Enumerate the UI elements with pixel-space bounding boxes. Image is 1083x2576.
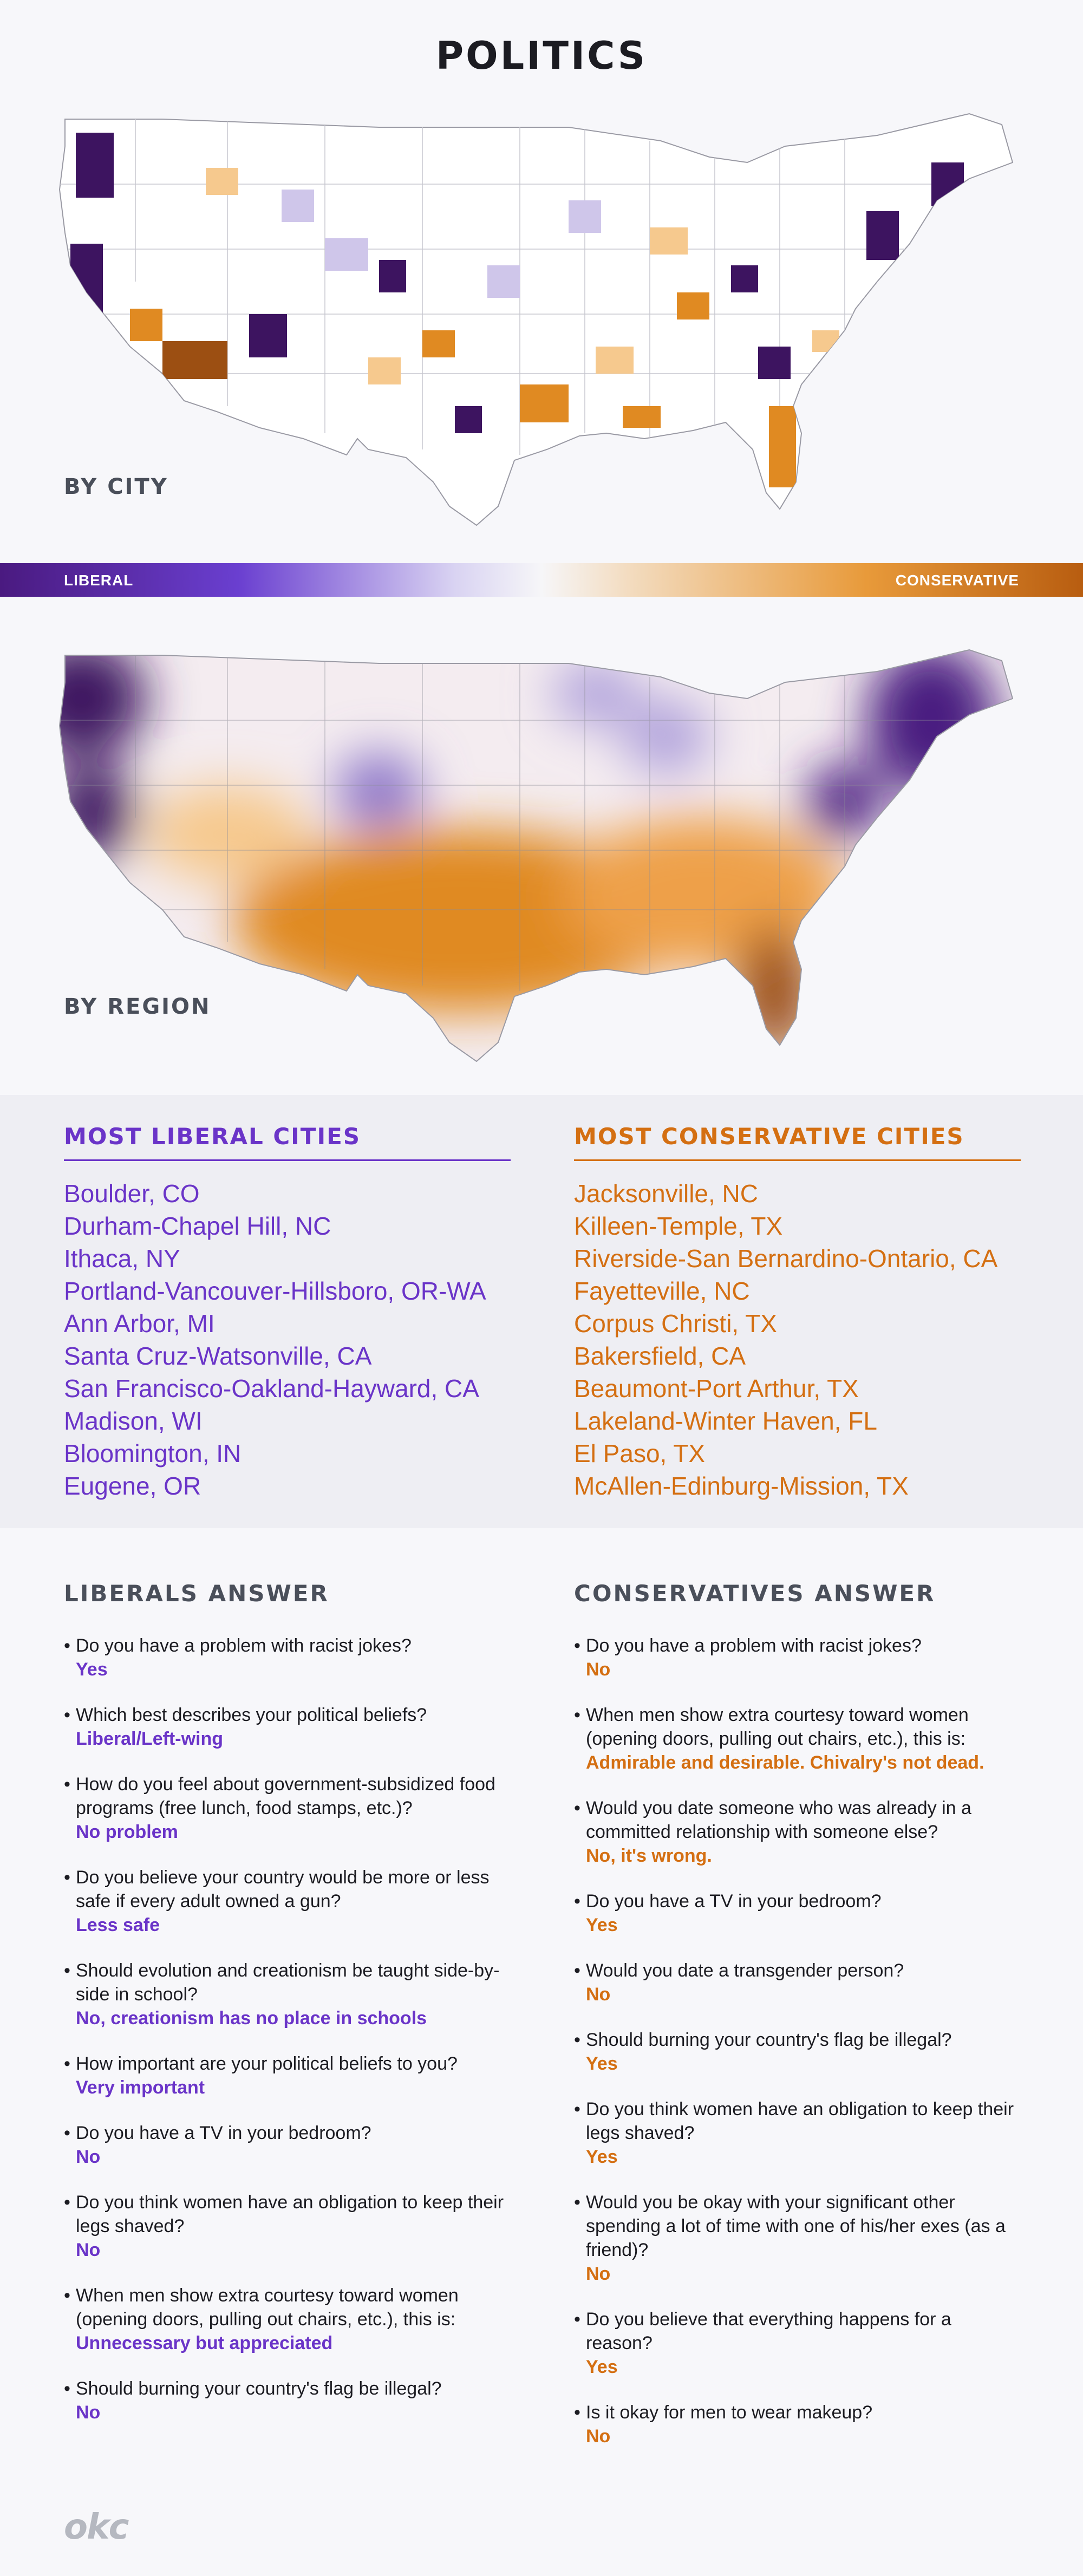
qa-item bbox=[64, 1866, 511, 1937]
county-shape bbox=[677, 292, 709, 319]
question: • Which best describes your political beliefs? bbox=[64, 1703, 511, 1727]
conservative-city: Riverside-San Bernardino-Ontario, CA bbox=[574, 1244, 998, 1273]
by-city-label: BY CITY bbox=[64, 474, 168, 499]
answer: Yes bbox=[586, 2357, 618, 2377]
question: • Should burning your country's flag be illegal? bbox=[64, 2377, 511, 2401]
answer: Less safe bbox=[76, 1915, 160, 1935]
county-shape bbox=[130, 309, 162, 341]
answer: No, creationism has no place in schools bbox=[76, 2008, 427, 2029]
legend-liberal-label: LIBERAL bbox=[64, 572, 134, 589]
answer: No problem bbox=[76, 1822, 178, 1842]
county-shape bbox=[731, 265, 758, 292]
county-shape bbox=[758, 347, 791, 379]
answer: No bbox=[586, 1984, 611, 2005]
qa-item bbox=[574, 1959, 1021, 2006]
heat-blob bbox=[16, 639, 146, 758]
answer: No bbox=[586, 1659, 611, 1680]
question: • Would you date a transgender person? bbox=[574, 1959, 1021, 1982]
question: • Is it okay for men to wear makeup? bbox=[574, 2401, 1021, 2424]
conservative-city: Killeen-Temple, TX bbox=[574, 1212, 783, 1240]
qa-item bbox=[574, 2190, 1021, 2286]
heat-blob bbox=[552, 661, 639, 726]
conservative-city: El Paso, TX bbox=[574, 1439, 706, 1468]
answer: Liberal/Left-wing bbox=[76, 1729, 223, 1749]
legend-conservative-label: CONSERVATIVE bbox=[895, 572, 1019, 589]
okc-logo: okc bbox=[64, 2507, 128, 2547]
answer: Yes bbox=[586, 2147, 618, 2167]
question: • Would you date someone who was already in a committed relationship with someone else? bbox=[574, 1796, 1021, 1844]
answer: No bbox=[76, 2240, 101, 2260]
qa-item bbox=[574, 1703, 1021, 1775]
county-shape bbox=[162, 341, 227, 379]
qa-item bbox=[64, 1634, 511, 1681]
qa-item bbox=[64, 2284, 511, 2355]
county-shape bbox=[325, 238, 368, 271]
question: • Do you think women have an obligation to keep their legs shaved? bbox=[574, 2097, 1021, 2145]
top-cities-section bbox=[0, 1095, 1083, 1528]
city-choropleth-map bbox=[0, 103, 1083, 536]
liberal-city: Bloomington, IN bbox=[64, 1439, 242, 1468]
conservative-city: Lakeland-Winter Haven, FL bbox=[574, 1407, 877, 1435]
county-shape bbox=[812, 330, 839, 352]
by-region-label: BY REGION bbox=[64, 994, 211, 1019]
county-shape bbox=[70, 244, 103, 314]
qa-item bbox=[574, 2028, 1021, 2076]
liberal-city: Ithaca, NY bbox=[64, 1244, 180, 1273]
heat-blob bbox=[563, 818, 845, 969]
answer: No bbox=[586, 2264, 611, 2284]
answer: Very important bbox=[76, 2077, 205, 2098]
conservative-city: Beaumont-Port Arthur, TX bbox=[574, 1374, 859, 1403]
question: • Do you have a problem with racist jokes? bbox=[64, 1634, 511, 1658]
question: • Would you be okay with your significant other spending a lot of time with one of his/her exes (as a friend)? bbox=[574, 2190, 1021, 2262]
county-shape bbox=[569, 200, 601, 233]
liberal-city: Eugene, OR bbox=[64, 1472, 201, 1500]
qa-item bbox=[574, 2307, 1021, 2379]
liberals-answer-heading: LIBERALS ANSWER bbox=[64, 1580, 329, 1607]
answer: No, it's wrong. bbox=[586, 1845, 712, 1866]
qa-item bbox=[64, 1959, 511, 2030]
county-shape bbox=[931, 162, 964, 206]
answer: Yes bbox=[586, 2053, 618, 2074]
answer: Yes bbox=[586, 1915, 618, 1935]
conservative-city: Corpus Christi, TX bbox=[574, 1309, 777, 1338]
liberal-city: Portland-Vancouver-Hillsboro, OR-WA bbox=[64, 1277, 486, 1305]
qa-item bbox=[64, 1703, 511, 1751]
qa-item bbox=[574, 1796, 1021, 1868]
liberal-city: Boulder, CO bbox=[64, 1179, 200, 1208]
question: • Do you think women have an obligation to keep their legs shaved? bbox=[64, 2190, 511, 2238]
most-conservative-cities bbox=[574, 1123, 1021, 1502]
question: • Do you have a TV in your bedroom? bbox=[64, 2121, 511, 2145]
heat-blob bbox=[736, 926, 812, 1056]
most-liberal-cities bbox=[64, 1123, 511, 1502]
question: • When men show extra courtesy toward women (opening doors, pulling out chairs, etc.), this is: bbox=[574, 1703, 1021, 1751]
county-shape bbox=[368, 357, 401, 384]
county-shape bbox=[76, 133, 114, 198]
heat-blob bbox=[49, 764, 135, 861]
heat-blob bbox=[623, 699, 709, 774]
conservative-city-list bbox=[574, 1177, 1021, 1502]
answer: No bbox=[76, 2402, 101, 2423]
qa-item bbox=[574, 2401, 1021, 2448]
question: • Do you have a problem with racist jokes? bbox=[574, 1634, 1021, 1658]
qa-item bbox=[64, 1772, 511, 1844]
county-shape bbox=[379, 260, 406, 292]
answer: No bbox=[76, 2147, 101, 2167]
question: • Do you believe your country would be more or less safe if every adult owned a gun? bbox=[64, 1866, 511, 1913]
conservatives-answer-heading: CONSERVATIVES ANSWER bbox=[574, 1580, 936, 1607]
most-liberal-heading: MOST LIBERAL CITIES bbox=[64, 1123, 511, 1161]
liberal-city: Madison, WI bbox=[64, 1407, 203, 1435]
qa-item bbox=[574, 1889, 1021, 1937]
liberal-city-list bbox=[64, 1177, 511, 1502]
county-shape bbox=[206, 168, 238, 195]
county-shape bbox=[596, 347, 634, 374]
heat-blob bbox=[336, 753, 422, 829]
county-shape bbox=[650, 227, 688, 255]
conservative-city: McAllen-Edinburg-Mission, TX bbox=[574, 1472, 909, 1500]
county-shape bbox=[455, 406, 482, 433]
question: • When men show extra courtesy toward women (opening doors, pulling out chairs, etc.), this is: bbox=[64, 2284, 511, 2331]
qa-item bbox=[64, 2190, 511, 2262]
page-title: POLITICS bbox=[435, 34, 648, 78]
conservative-city: Fayetteville, NC bbox=[574, 1277, 750, 1305]
liberal-city: San Francisco-Oakland-Hayward, CA bbox=[64, 1374, 479, 1403]
county-shape bbox=[282, 190, 314, 222]
qa-item bbox=[64, 2052, 511, 2099]
conservatives-answer-column bbox=[574, 1580, 1021, 2470]
question: • How do you feel about government-subsidized food programs (free lunch, food stamps, etc.)? bbox=[64, 1772, 511, 1820]
conservative-qa-list bbox=[574, 1634, 1021, 2448]
question: • Do you have a TV in your bedroom? bbox=[574, 1889, 1021, 1913]
county-shape bbox=[520, 384, 569, 422]
liberal-qa-list bbox=[64, 1634, 511, 2424]
qa-item bbox=[574, 2097, 1021, 2169]
county-shape bbox=[769, 406, 796, 487]
question: • How important are your political beliefs to you? bbox=[64, 2052, 511, 2076]
liberal-conservative-legend bbox=[0, 563, 1083, 597]
liberals-answer-column bbox=[64, 1580, 511, 2446]
answer: Admirable and desirable. Chivalry's not dead. bbox=[586, 1752, 984, 1773]
answer: Yes bbox=[76, 1659, 108, 1680]
conservative-city: Bakersfield, CA bbox=[574, 1342, 746, 1370]
county-shape bbox=[249, 314, 287, 357]
liberal-city: Santa Cruz-Watsonville, CA bbox=[64, 1342, 372, 1370]
most-conservative-heading: MOST CONSERVATIVE CITIES bbox=[574, 1123, 1021, 1161]
conservative-city: Jacksonville, NC bbox=[574, 1179, 758, 1208]
liberal-city: Durham-Chapel Hill, NC bbox=[64, 1212, 331, 1240]
qa-item bbox=[574, 1634, 1021, 1681]
question: • Should burning your country's flag be illegal? bbox=[574, 2028, 1021, 2052]
answer: No bbox=[586, 2426, 611, 2447]
qa-item bbox=[64, 2121, 511, 2169]
county-shape bbox=[422, 330, 455, 357]
county-shape bbox=[866, 211, 899, 260]
county-shape bbox=[623, 406, 661, 428]
answer: Unnecessary but appreciated bbox=[76, 2333, 333, 2353]
county-shape bbox=[487, 265, 520, 298]
liberal-city: Ann Arbor, MI bbox=[64, 1309, 215, 1338]
question: • Should evolution and creationism be taught side-by-side in school? bbox=[64, 1959, 511, 2006]
qa-item bbox=[64, 2377, 511, 2424]
question: • Do you believe that everything happens for a reason? bbox=[574, 2307, 1021, 2355]
